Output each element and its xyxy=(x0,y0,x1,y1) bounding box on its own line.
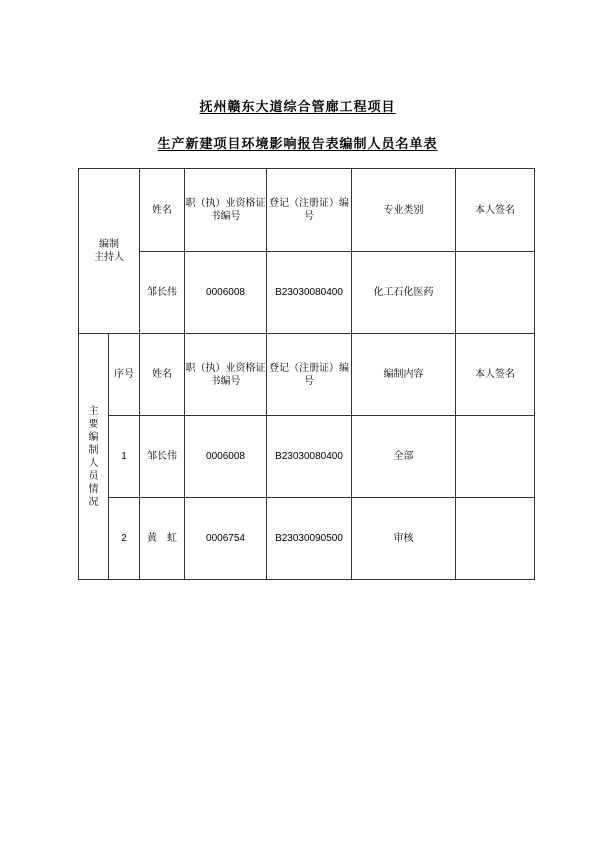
staff-label-char: 况 xyxy=(88,496,99,508)
staff-label-char: 主 xyxy=(88,405,99,417)
staff-label-char: 情 xyxy=(88,483,99,495)
host-name-cell: 邹长伟 xyxy=(140,252,185,334)
staff-label-char: 人 xyxy=(88,457,99,469)
header-specialty: 专业类别 xyxy=(352,169,456,252)
staff-header-row xyxy=(79,334,535,416)
header-name: 姓名 xyxy=(140,169,185,252)
header-reg: 登记（注册证）编号 xyxy=(267,169,352,252)
row-cert-cell: 0006008 xyxy=(185,416,267,498)
table-row xyxy=(79,498,535,580)
header-reg: 登记（注册证）编号 xyxy=(267,334,352,416)
row-no-cell: 2 xyxy=(109,498,140,580)
header-content: 编制内容 xyxy=(352,334,456,416)
row-name-cell: 黄 虹 xyxy=(140,498,185,580)
staff-roster-table xyxy=(78,168,535,580)
host-label-line2: 主持人 xyxy=(94,252,124,263)
document-subtitle: 生产新建项目环境影响报告表编制人员名单表 xyxy=(157,137,438,152)
staff-label-char: 编 xyxy=(88,431,99,443)
document-title: 抚州赣东大道综合管廊工程项目 xyxy=(199,100,396,115)
header-cert: 职（执）业资格证书编号 xyxy=(185,169,267,252)
header-no: 序号 xyxy=(109,334,140,416)
header-signature: 本人签名 xyxy=(456,334,535,416)
row-no-cell: 1 xyxy=(109,416,140,498)
row-signature-cell xyxy=(456,416,535,498)
host-header-row xyxy=(79,169,535,252)
host-data-row xyxy=(79,252,535,334)
staff-label-char: 要 xyxy=(88,418,99,430)
staff-section-label xyxy=(79,334,109,580)
row-content-cell: 审核 xyxy=(352,498,456,580)
staff-label-char: 员 xyxy=(88,470,99,482)
row-content-cell: 全部 xyxy=(352,416,456,498)
host-signature-cell xyxy=(456,252,535,334)
host-label-line1: 编制 xyxy=(99,239,119,250)
header-signature: 本人签名 xyxy=(456,169,535,252)
host-cert-cell: 0006008 xyxy=(185,252,267,334)
row-cert-cell: 0006754 xyxy=(185,498,267,580)
host-reg-cell: B23030080400 xyxy=(267,252,352,334)
table-row xyxy=(79,416,535,498)
header-name: 姓名 xyxy=(140,334,185,416)
host-section-label xyxy=(79,169,140,334)
row-reg-cell: B23030090500 xyxy=(267,498,352,580)
row-signature-cell xyxy=(456,498,535,580)
row-reg-cell: B23030080400 xyxy=(267,416,352,498)
row-name-cell: 邹长伟 xyxy=(140,416,185,498)
header-cert: 职（执）业资格证书编号 xyxy=(185,334,267,416)
staff-label-char: 制 xyxy=(88,444,99,456)
host-specialty-cell: 化工石化医药 xyxy=(352,252,456,334)
